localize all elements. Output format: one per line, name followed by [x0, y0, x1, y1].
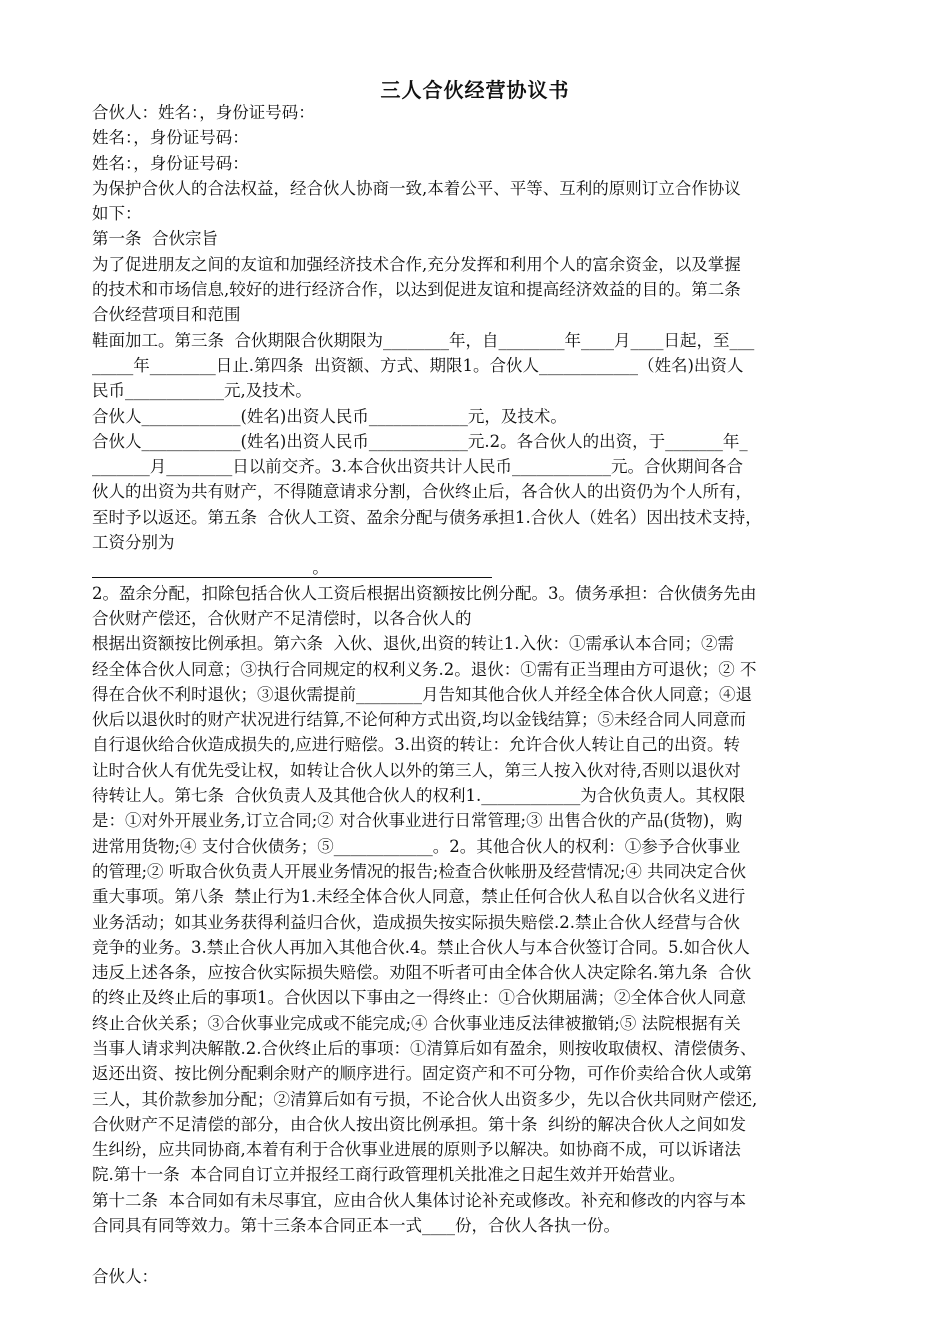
body-line: 三人，其价款参加分配；②清算后如有亏损，不论合伙人出资多少，先以合伙共同财产偿还,	[92, 1089, 758, 1109]
body-line: 业务活动；如其业务获得利益归合伙，造成损失按实际损失赔偿.2.禁止合伙人经营与合伙	[92, 912, 740, 932]
body-line: 重大事项。第八条 禁止行为1.未经全体合伙人同意，禁止任何合伙人私自以合伙名义进行	[92, 887, 746, 907]
body-line: 合同具有同等效力。第十三条本合同正本一式____份，合伙人各执一份。	[92, 1216, 620, 1236]
body-line: 自行退伙给合伙造成损失的,应进行赔偿。3.出资的转让：允许合伙人转让自己的出资。转	[92, 735, 740, 755]
body-line: 民币____________元,及技术。	[92, 381, 312, 401]
body-line: 返还出资、按比例分配剩余财产的顺序进行。固定资产和不可分物，可作价卖给合伙人或第	[92, 1064, 752, 1084]
body-line: 至时予以返还。第五条 合伙人工资、盈余分配与债务承担1.合伙人（姓名）因出技术支持，	[92, 507, 762, 527]
document-title: 三人合伙经营协议书	[380, 78, 570, 102]
body-line: 为了促进朋友之间的友谊和加强经济技术合作,充分发挥和利用个人的富余资金，以及掌握	[92, 254, 741, 274]
body-line: 工资分别为	[92, 533, 175, 553]
body-line: 得在合伙不利时退伙；③退伙需提前________月告知其他合伙人并经全体合伙人同意；④退	[92, 684, 752, 704]
body-line: 姓名：，身份证号码：	[92, 128, 249, 148]
body-line: 生纠纷，应共同协商,本着有利于合伙事业进展的原则予以解决。如协商不成，可以诉诸法	[92, 1140, 741, 1160]
body-line: 如下：	[92, 204, 142, 224]
body-line: 经全体合伙人同意；③执行合同规定的权利义务.2。退伙：①需有正当理由方可退伙；② 不	[92, 659, 757, 679]
body-line: 让时合伙人有优先受让权，如转让合伙人以外的第三人，第三人按入伙对待,否则以退伙对	[92, 760, 741, 780]
body-line: 进常用货物;④ 支付合伙债务；⑤____________。2。其他合伙人的权利：①参予合伙事业	[92, 836, 741, 856]
body-line: 待转让人。第七条 合伙负责人及其他合伙人的权利1.____________为合伙负责人。其权限	[92, 786, 746, 806]
body-line: 院.第十一条 本合同自订立并报经工商行政管理机关批准之日起生效并开始营业。	[92, 1165, 686, 1185]
body-line: 的管理;② 听取合伙负责人开展业务情况的报告;检查合伙帐册及经营情况;④ 共同决定合伙	[92, 861, 747, 881]
body-line: 2。盈余分配，扣除包括合伙人工资后根据出资额按比例分配。3。债务承担：合伙债务先由	[92, 583, 757, 603]
body-line: 第一条 合伙宗旨	[92, 229, 218, 249]
body-line: 伙人的出资为共有财产，不得随意请求分割，合伙终止后，各合伙人的出资仍为个人所有，	[92, 482, 752, 502]
body-line: 是：①对外开展业务,订立合同;② 对合伙事业进行日常管理;③ 出售合伙的产品(货物)，购	[92, 811, 743, 831]
body-line: 的技术和市场信息,较好的进行经济合作，以达到促进友谊和提高经济效益的目的。第二条	[92, 280, 741, 300]
body-line: _____年________日止.第四条 出资额、方式、期限1。合伙人____________（姓名)出资人	[92, 355, 744, 375]
body-line: 竞争的业务。3.禁止合伙人再加入其他合伙.4。禁止合伙人与本合伙签订合同。5.如合伙人	[92, 937, 750, 957]
body-line: 合伙人____________(姓名)出资人民币____________元，及技术。	[92, 406, 567, 426]
body-line: 合伙人____________(姓名)出资人民币____________元.2。各合伙人的出资，于_______年_	[92, 431, 748, 451]
body-line: 合伙经营项目和范围	[92, 305, 241, 325]
body-line: 姓名：，身份证号码：	[92, 153, 249, 173]
body-line: 根据出资额按比例承担。第六条 入伙、退伙,出资的转让1.入伙：①需承认本合同；②需	[92, 634, 734, 654]
body-line: 鞋面加工。第三条 合伙期限合伙期限为________年，自________年____月____日起，至___	[92, 330, 755, 350]
body-line: 伙后以退伙时的财产状况进行结算,不论何种方式出资,均以金钱结算；⑤未经合同人同意而	[92, 710, 746, 730]
body-line: 合伙财产不足清偿的部分，由合伙人按出资比例承担。第十条 纠纷的解决合伙人之间如发	[92, 1114, 746, 1134]
body-line: 合伙人：	[92, 1266, 158, 1286]
body-line: 的终止及终止后的事项1。合伙因以下事由之一得终止：①合伙期届满；②全体合伙人同意	[92, 988, 746, 1008]
body-line: 当事人请求判决解散.2.合伙终止后的事项：①清算后如有盈余，则按收取债权、清偿债务、	[92, 1038, 757, 1058]
body-line: 合伙人：姓名：，身份证号码：	[92, 103, 315, 122]
body-line: 为保护合伙人的合法权益，经合伙人协商一致,本着公平、平等、互利的原则订立合作协议	[92, 178, 741, 198]
document-body	[92, 100, 872, 1289]
body-line: 终止合伙关系；③合伙事业完成或不能完成;④ 合伙事业违反法律被撤销;⑤ 法院根据有关	[92, 1013, 741, 1033]
body-line: 违反上述各条，应按合伙实际损失赔偿。劝阻不听者可由全体合伙人决定除名.第九条 合伙	[92, 963, 752, 983]
body-line: 。	[92, 555, 872, 580]
body-line: _______月________日以前交齐。3.本合伙出资共计人民币____________元。合伙期间各合	[92, 457, 743, 477]
body-line: 第十二条 本合同如有未尽事宜，应由合伙人集体讨论补充或修改。补充和修改的内容与本	[92, 1190, 746, 1210]
body-line: 合伙财产偿还，合伙财产不足清偿时，以各合伙人的	[92, 608, 472, 628]
body-line	[92, 1238, 872, 1263]
